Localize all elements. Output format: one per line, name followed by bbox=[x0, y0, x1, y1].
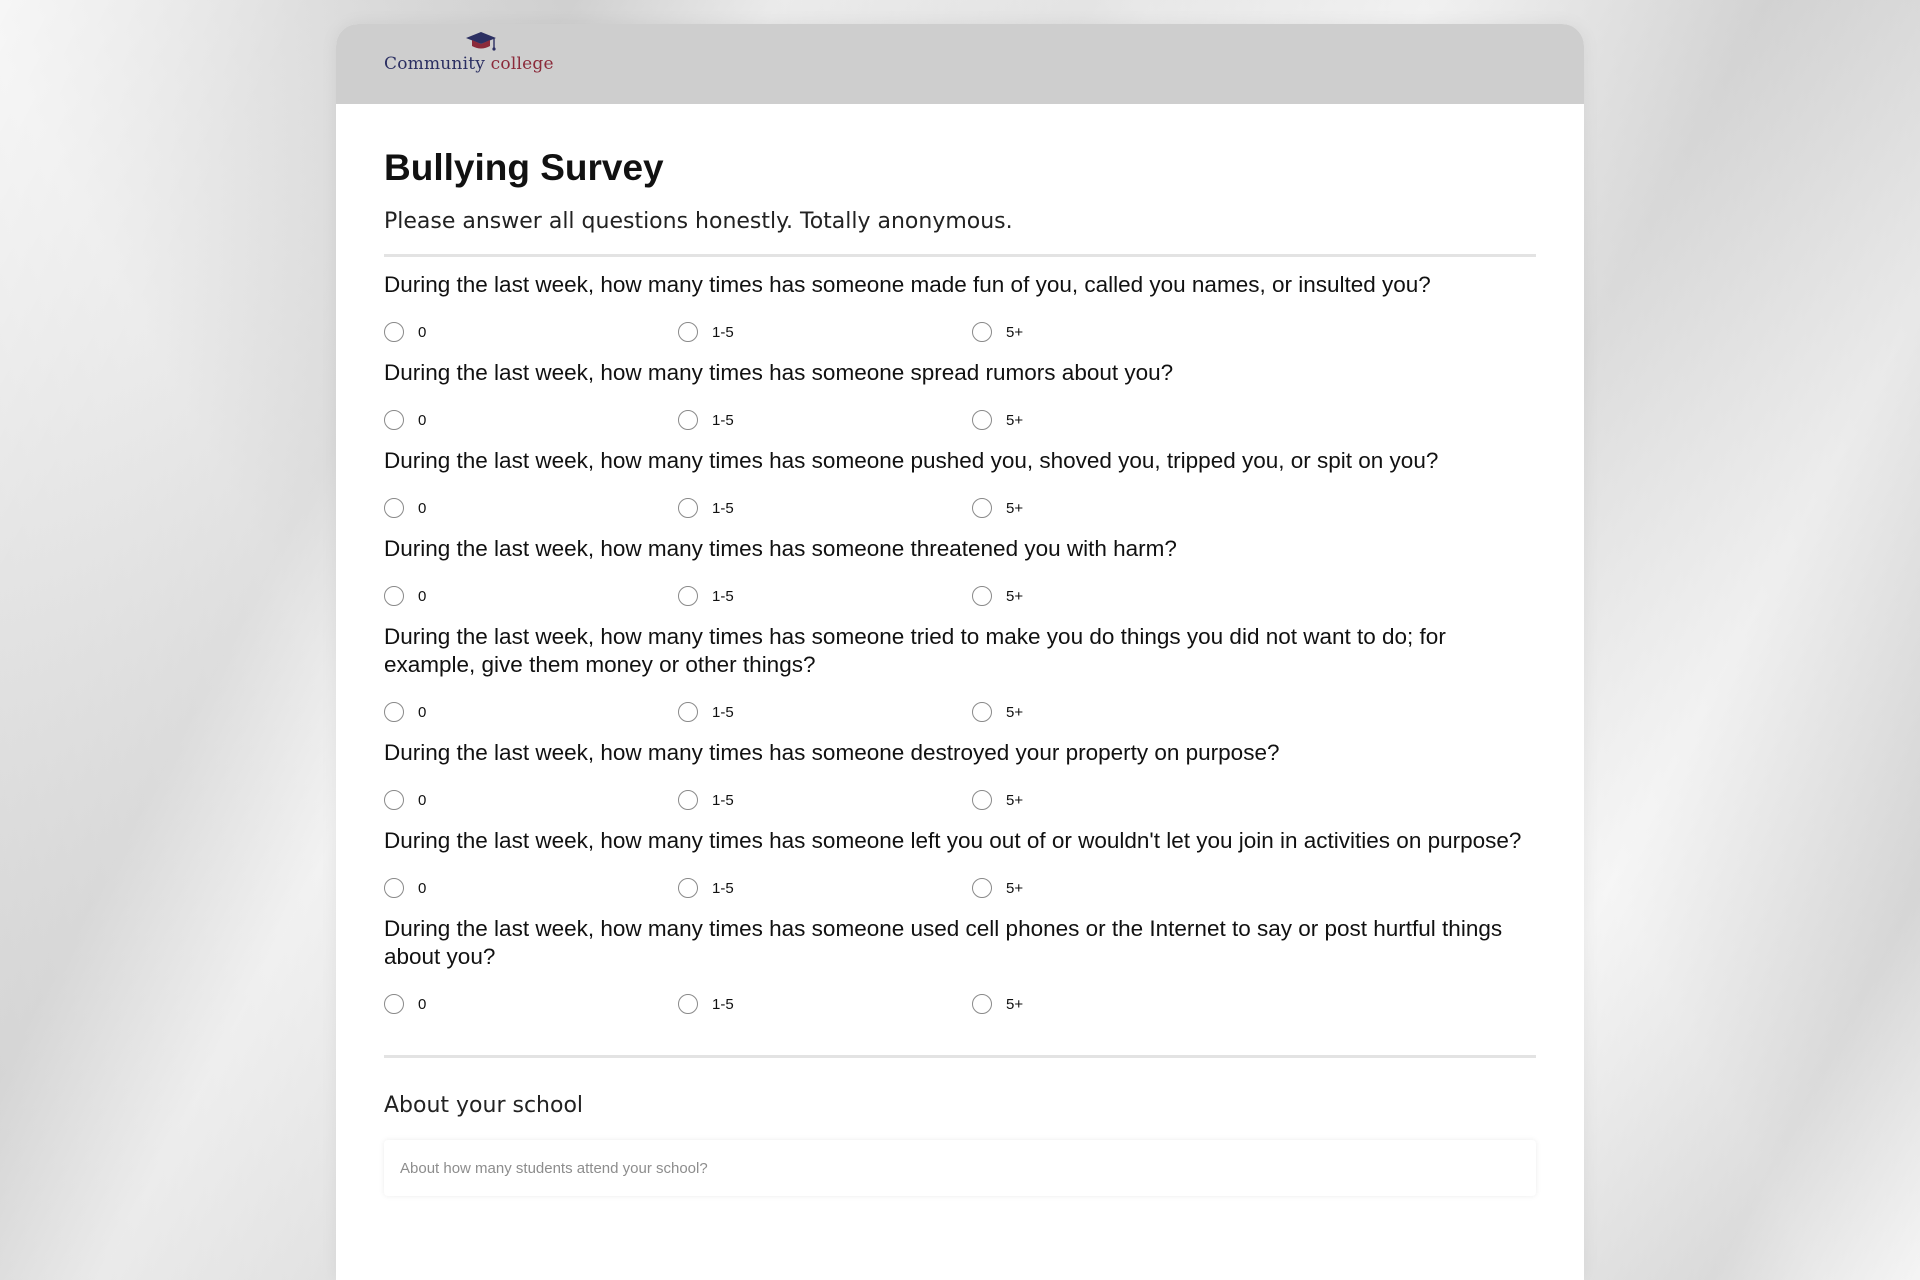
section-title-about-school: About your school bbox=[384, 1093, 584, 1118]
radio-option[interactable] bbox=[384, 878, 678, 898]
radio-option-label: 5+ bbox=[1006, 411, 1024, 429]
radio-option-label: 0 bbox=[418, 587, 427, 605]
question-text: During the last week, how many times has someone pushed you, shoved you, tripped you, or spit on you? bbox=[384, 448, 1439, 473]
radio-option-label: 1-5 bbox=[712, 995, 734, 1013]
form-subtitle: Please answer all questions honestly. Totally anonymous. bbox=[384, 209, 1013, 234]
radio-option[interactable] bbox=[384, 994, 678, 1014]
radio-option-label: 5+ bbox=[1006, 323, 1024, 341]
radio-group bbox=[384, 319, 1536, 345]
radio-option[interactable] bbox=[972, 498, 1266, 518]
radio-option[interactable] bbox=[678, 322, 972, 342]
radio-option-label: 1-5 bbox=[712, 411, 734, 429]
radio-option[interactable] bbox=[972, 878, 1266, 898]
section-divider bbox=[384, 1055, 1536, 1058]
question-text: During the last week, how many times has someone made fun of you, called you names, or insulted you? bbox=[384, 272, 1431, 297]
radio-option[interactable] bbox=[972, 322, 1266, 342]
radio-option[interactable] bbox=[384, 586, 678, 606]
question-item bbox=[384, 739, 1536, 813]
radio-option[interactable] bbox=[384, 410, 678, 430]
radio-group bbox=[384, 495, 1536, 521]
radio-option-label: 5+ bbox=[1006, 587, 1024, 605]
radio-option[interactable] bbox=[972, 410, 1266, 430]
radio-button[interactable] bbox=[384, 994, 404, 1014]
radio-option-label: 5+ bbox=[1006, 791, 1024, 809]
question-item bbox=[384, 447, 1536, 521]
radio-option-label: 1-5 bbox=[712, 499, 734, 517]
question-text: During the last week, how many times has someone destroyed your property on purpose? bbox=[384, 740, 1280, 765]
question-item bbox=[384, 359, 1536, 433]
radio-option-label: 1-5 bbox=[712, 791, 734, 809]
radio-option-label: 1-5 bbox=[712, 703, 734, 721]
community-college-logo bbox=[384, 30, 584, 90]
radio-option[interactable] bbox=[972, 702, 1266, 722]
students-count-input[interactable] bbox=[384, 1140, 1536, 1196]
graduation-cap-icon bbox=[464, 30, 498, 56]
radio-option-label: 0 bbox=[418, 499, 427, 517]
radio-button[interactable] bbox=[678, 790, 698, 810]
radio-option[interactable] bbox=[678, 790, 972, 810]
radio-option[interactable] bbox=[678, 586, 972, 606]
question-item bbox=[384, 623, 1536, 725]
radio-group bbox=[384, 875, 1536, 901]
radio-button[interactable] bbox=[384, 878, 404, 898]
radio-button[interactable] bbox=[678, 994, 698, 1014]
divider bbox=[384, 254, 1536, 257]
radio-button[interactable] bbox=[972, 322, 992, 342]
question-text: During the last week, how many times has someone spread rumors about you? bbox=[384, 360, 1174, 385]
radio-button[interactable] bbox=[972, 878, 992, 898]
radio-group bbox=[384, 583, 1536, 609]
radio-option[interactable] bbox=[972, 994, 1266, 1014]
card-header bbox=[336, 24, 1584, 104]
radio-option[interactable] bbox=[678, 878, 972, 898]
radio-option[interactable] bbox=[384, 498, 678, 518]
radio-option-label: 0 bbox=[418, 879, 427, 897]
radio-button[interactable] bbox=[678, 702, 698, 722]
radio-button[interactable] bbox=[972, 410, 992, 430]
radio-button[interactable] bbox=[384, 410, 404, 430]
radio-option[interactable] bbox=[678, 702, 972, 722]
radio-button[interactable] bbox=[972, 790, 992, 810]
logo-main-text: Community bbox=[384, 54, 486, 74]
page-title: Bullying Survey bbox=[384, 147, 664, 188]
radio-button[interactable] bbox=[972, 994, 992, 1014]
question-text: During the last week, how many times has someone used cell phones or the Internet to say or post hurtful things about you? bbox=[384, 916, 1503, 969]
radio-option-label: 1-5 bbox=[712, 323, 734, 341]
radio-button[interactable] bbox=[384, 322, 404, 342]
radio-button[interactable] bbox=[678, 410, 698, 430]
radio-option[interactable] bbox=[972, 790, 1266, 810]
radio-button[interactable] bbox=[678, 322, 698, 342]
radio-option-label: 0 bbox=[418, 791, 427, 809]
radio-option-label: 5+ bbox=[1006, 703, 1024, 721]
radio-button[interactable] bbox=[678, 498, 698, 518]
logo-accent-text: college bbox=[490, 54, 554, 74]
radio-option-label: 5+ bbox=[1006, 879, 1024, 897]
radio-button[interactable] bbox=[972, 586, 992, 606]
question-item bbox=[384, 271, 1536, 345]
radio-button[interactable] bbox=[384, 702, 404, 722]
radio-option[interactable] bbox=[678, 498, 972, 518]
radio-option[interactable] bbox=[972, 586, 1266, 606]
radio-button[interactable] bbox=[678, 878, 698, 898]
radio-option-label: 0 bbox=[418, 995, 427, 1013]
radio-button[interactable] bbox=[678, 586, 698, 606]
radio-option-label: 0 bbox=[418, 323, 427, 341]
radio-group bbox=[384, 407, 1536, 433]
radio-group bbox=[384, 991, 1536, 1017]
survey-card bbox=[336, 24, 1584, 1280]
radio-button[interactable] bbox=[384, 498, 404, 518]
radio-option-label: 1-5 bbox=[712, 879, 734, 897]
radio-option[interactable] bbox=[384, 702, 678, 722]
radio-group bbox=[384, 787, 1536, 813]
radio-option-label: 5+ bbox=[1006, 995, 1024, 1013]
question-item bbox=[384, 915, 1536, 1017]
question-list bbox=[384, 271, 1536, 1017]
radio-button[interactable] bbox=[384, 586, 404, 606]
radio-button[interactable] bbox=[972, 498, 992, 518]
radio-option[interactable] bbox=[678, 994, 972, 1014]
radio-option[interactable] bbox=[384, 790, 678, 810]
radio-option-label: 0 bbox=[418, 703, 427, 721]
radio-group bbox=[384, 699, 1536, 725]
radio-option[interactable] bbox=[678, 410, 972, 430]
radio-option-label: 1-5 bbox=[712, 587, 734, 605]
question-text: During the last week, how many times has someone tried to make you do things you did not want to do; for example, give them money or other things? bbox=[384, 624, 1446, 677]
logo-text bbox=[384, 54, 554, 74]
radio-option-label: 5+ bbox=[1006, 499, 1024, 517]
question-text: During the last week, how many times has someone left you out of or wouldn't let you join in activities on purpose? bbox=[384, 828, 1522, 853]
radio-button[interactable] bbox=[972, 702, 992, 722]
question-text: During the last week, how many times has someone threatened you with harm? bbox=[384, 536, 1177, 561]
question-item bbox=[384, 827, 1536, 901]
question-item bbox=[384, 535, 1536, 609]
radio-option-label: 0 bbox=[418, 411, 427, 429]
radio-option[interactable] bbox=[384, 322, 678, 342]
form-content bbox=[336, 146, 1584, 1196]
radio-button[interactable] bbox=[384, 790, 404, 810]
